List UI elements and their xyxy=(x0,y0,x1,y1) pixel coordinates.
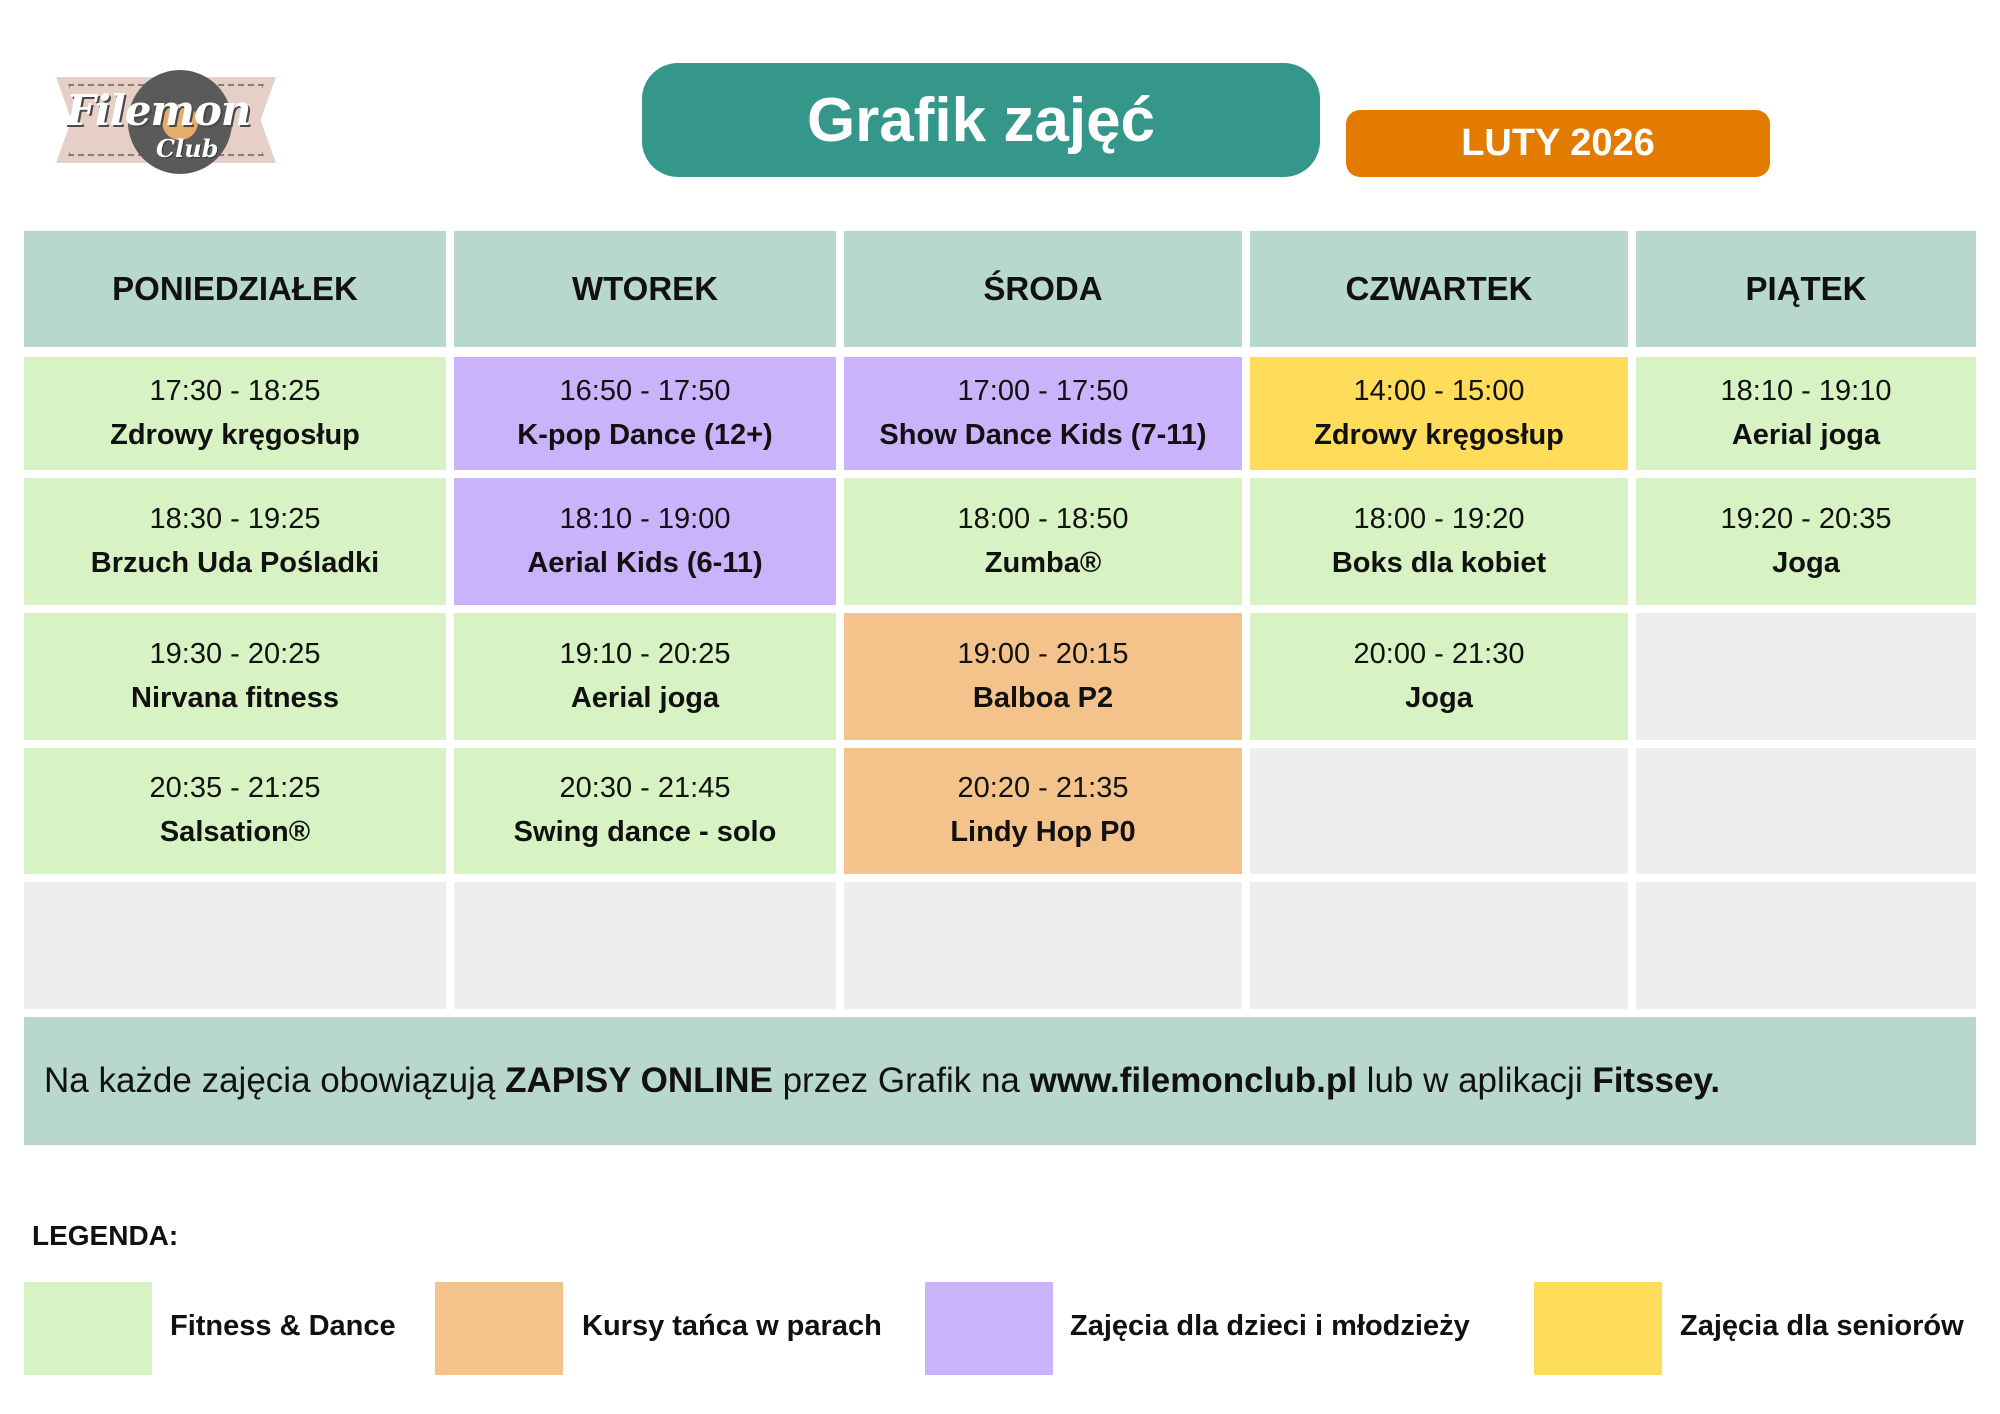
class-time: 19:30 - 20:25 xyxy=(149,637,321,670)
legend-label-couples: Kursy tańca w parach xyxy=(582,1310,882,1342)
logo-wordmark: Filemon xyxy=(66,86,251,135)
class-slot xyxy=(24,613,446,740)
class-slot xyxy=(1250,478,1628,605)
empty-slot xyxy=(24,882,446,1009)
class-name: Zdrowy kręgosłup xyxy=(1314,418,1564,451)
class-name: Nirvana fitness xyxy=(131,681,339,714)
legend-label-seniors: Zajęcia dla seniorów xyxy=(1680,1310,1964,1342)
class-name: Joga xyxy=(1772,546,1840,579)
class-slot xyxy=(454,748,836,874)
class-slot xyxy=(1636,478,1976,605)
day-header-piatek: PIĄTEK xyxy=(1636,231,1976,347)
class-name: Swing dance - solo xyxy=(513,816,777,848)
class-name: Show Dance Kids (7-11) xyxy=(879,418,1207,451)
app-name: Fitssey. xyxy=(1592,1061,1721,1100)
class-time: 20:20 - 21:35 xyxy=(957,772,1129,804)
class-slot xyxy=(454,478,836,605)
day-header-poniedzialek: PONIEDZIAŁEK xyxy=(24,231,446,347)
legend-swatch-couples xyxy=(435,1282,563,1375)
class-time: 20:30 - 21:45 xyxy=(559,772,731,804)
class-slot xyxy=(1636,357,1976,470)
class-slot xyxy=(844,478,1242,605)
day-header-sroda: ŚRODA xyxy=(844,231,1242,347)
class-name: Salsation® xyxy=(159,816,311,848)
class-name: Brzuch Uda Pośladki xyxy=(90,546,380,579)
class-name: Boks dla kobiet xyxy=(1331,546,1547,579)
class-time: 18:00 - 19:20 xyxy=(1353,502,1525,535)
class-name: Aerial joga xyxy=(1731,418,1881,451)
class-time: 19:00 - 20:15 xyxy=(957,637,1129,670)
class-name: Aerial joga xyxy=(570,681,720,714)
legend-swatch-kids xyxy=(925,1282,1053,1375)
class-slot xyxy=(454,613,836,740)
logo-subtitle: Club xyxy=(156,134,219,163)
legend-title: LEGENDA: xyxy=(32,1220,179,1251)
legend-label-kids: Zajęcia dla dzieci i młodzieży xyxy=(1070,1310,1470,1342)
class-name: Zumba® xyxy=(984,546,1102,579)
class-time: 17:30 - 18:25 xyxy=(149,374,321,407)
empty-slot xyxy=(1250,882,1628,1009)
month-badge: LUTY 2026 xyxy=(1346,110,1770,177)
class-name: Aerial Kids (6-11) xyxy=(527,546,763,579)
class-slot xyxy=(24,357,446,470)
class-time: 17:00 - 17:50 xyxy=(957,374,1129,407)
class-slot xyxy=(24,748,446,874)
class-name: Lindy Hop P0 xyxy=(950,816,1136,848)
legend-label-fitness-dance: Fitness & Dance xyxy=(170,1310,396,1342)
class-time: 14:00 - 15:00 xyxy=(1353,374,1525,407)
empty-slot xyxy=(454,882,836,1009)
class-time: 18:10 - 19:00 xyxy=(559,502,731,535)
class-name: Zdrowy kręgosłup xyxy=(110,418,360,451)
class-time: 20:35 - 21:25 xyxy=(149,772,321,804)
empty-slot xyxy=(844,882,1242,1009)
class-slot xyxy=(844,613,1242,740)
class-time: 18:00 - 18:50 xyxy=(957,502,1129,535)
banner-text: przez Grafik na xyxy=(772,1061,1030,1100)
class-time: 18:10 - 19:10 xyxy=(1720,374,1892,407)
legend-swatch-seniors xyxy=(1534,1282,1662,1375)
empty-slot xyxy=(1250,748,1628,874)
class-name: K-pop Dance (12+) xyxy=(517,418,773,451)
empty-slot xyxy=(1636,613,1976,740)
class-slot xyxy=(844,748,1242,874)
day-header-czwartek: CZWARTEK xyxy=(1250,231,1628,347)
banner-text: lub w aplikacji xyxy=(1356,1061,1593,1100)
class-slot xyxy=(1250,613,1628,740)
day-header-wtorek: WTOREK xyxy=(454,231,836,347)
class-slot xyxy=(454,357,836,470)
class-time: 18:30 - 19:25 xyxy=(149,502,321,535)
class-name: Joga xyxy=(1405,681,1473,714)
class-time: 19:10 - 20:25 xyxy=(559,637,731,670)
banner-emphasis-signup: ZAPISY ONLINE xyxy=(505,1061,773,1100)
banner-text: Na każde zajęcia obowiązują xyxy=(44,1061,506,1100)
empty-slot xyxy=(1636,748,1976,874)
class-time: 16:50 - 17:50 xyxy=(559,374,731,407)
filemon-club-logo xyxy=(56,60,276,184)
page-title: Grafik zajęć xyxy=(642,63,1320,177)
class-slot xyxy=(24,478,446,605)
class-time: 20:00 - 21:30 xyxy=(1353,637,1525,670)
class-time: 19:20 - 20:35 xyxy=(1720,502,1892,535)
legend-swatch-fitness-dance xyxy=(24,1282,152,1375)
class-name: Balboa P2 xyxy=(972,681,1114,714)
class-slot xyxy=(1250,357,1628,470)
empty-slot xyxy=(1636,882,1976,1009)
class-slot xyxy=(844,357,1242,470)
website-link[interactable]: www.filemonclub.pl xyxy=(1029,1061,1357,1100)
online-signup-banner xyxy=(24,1017,1976,1145)
